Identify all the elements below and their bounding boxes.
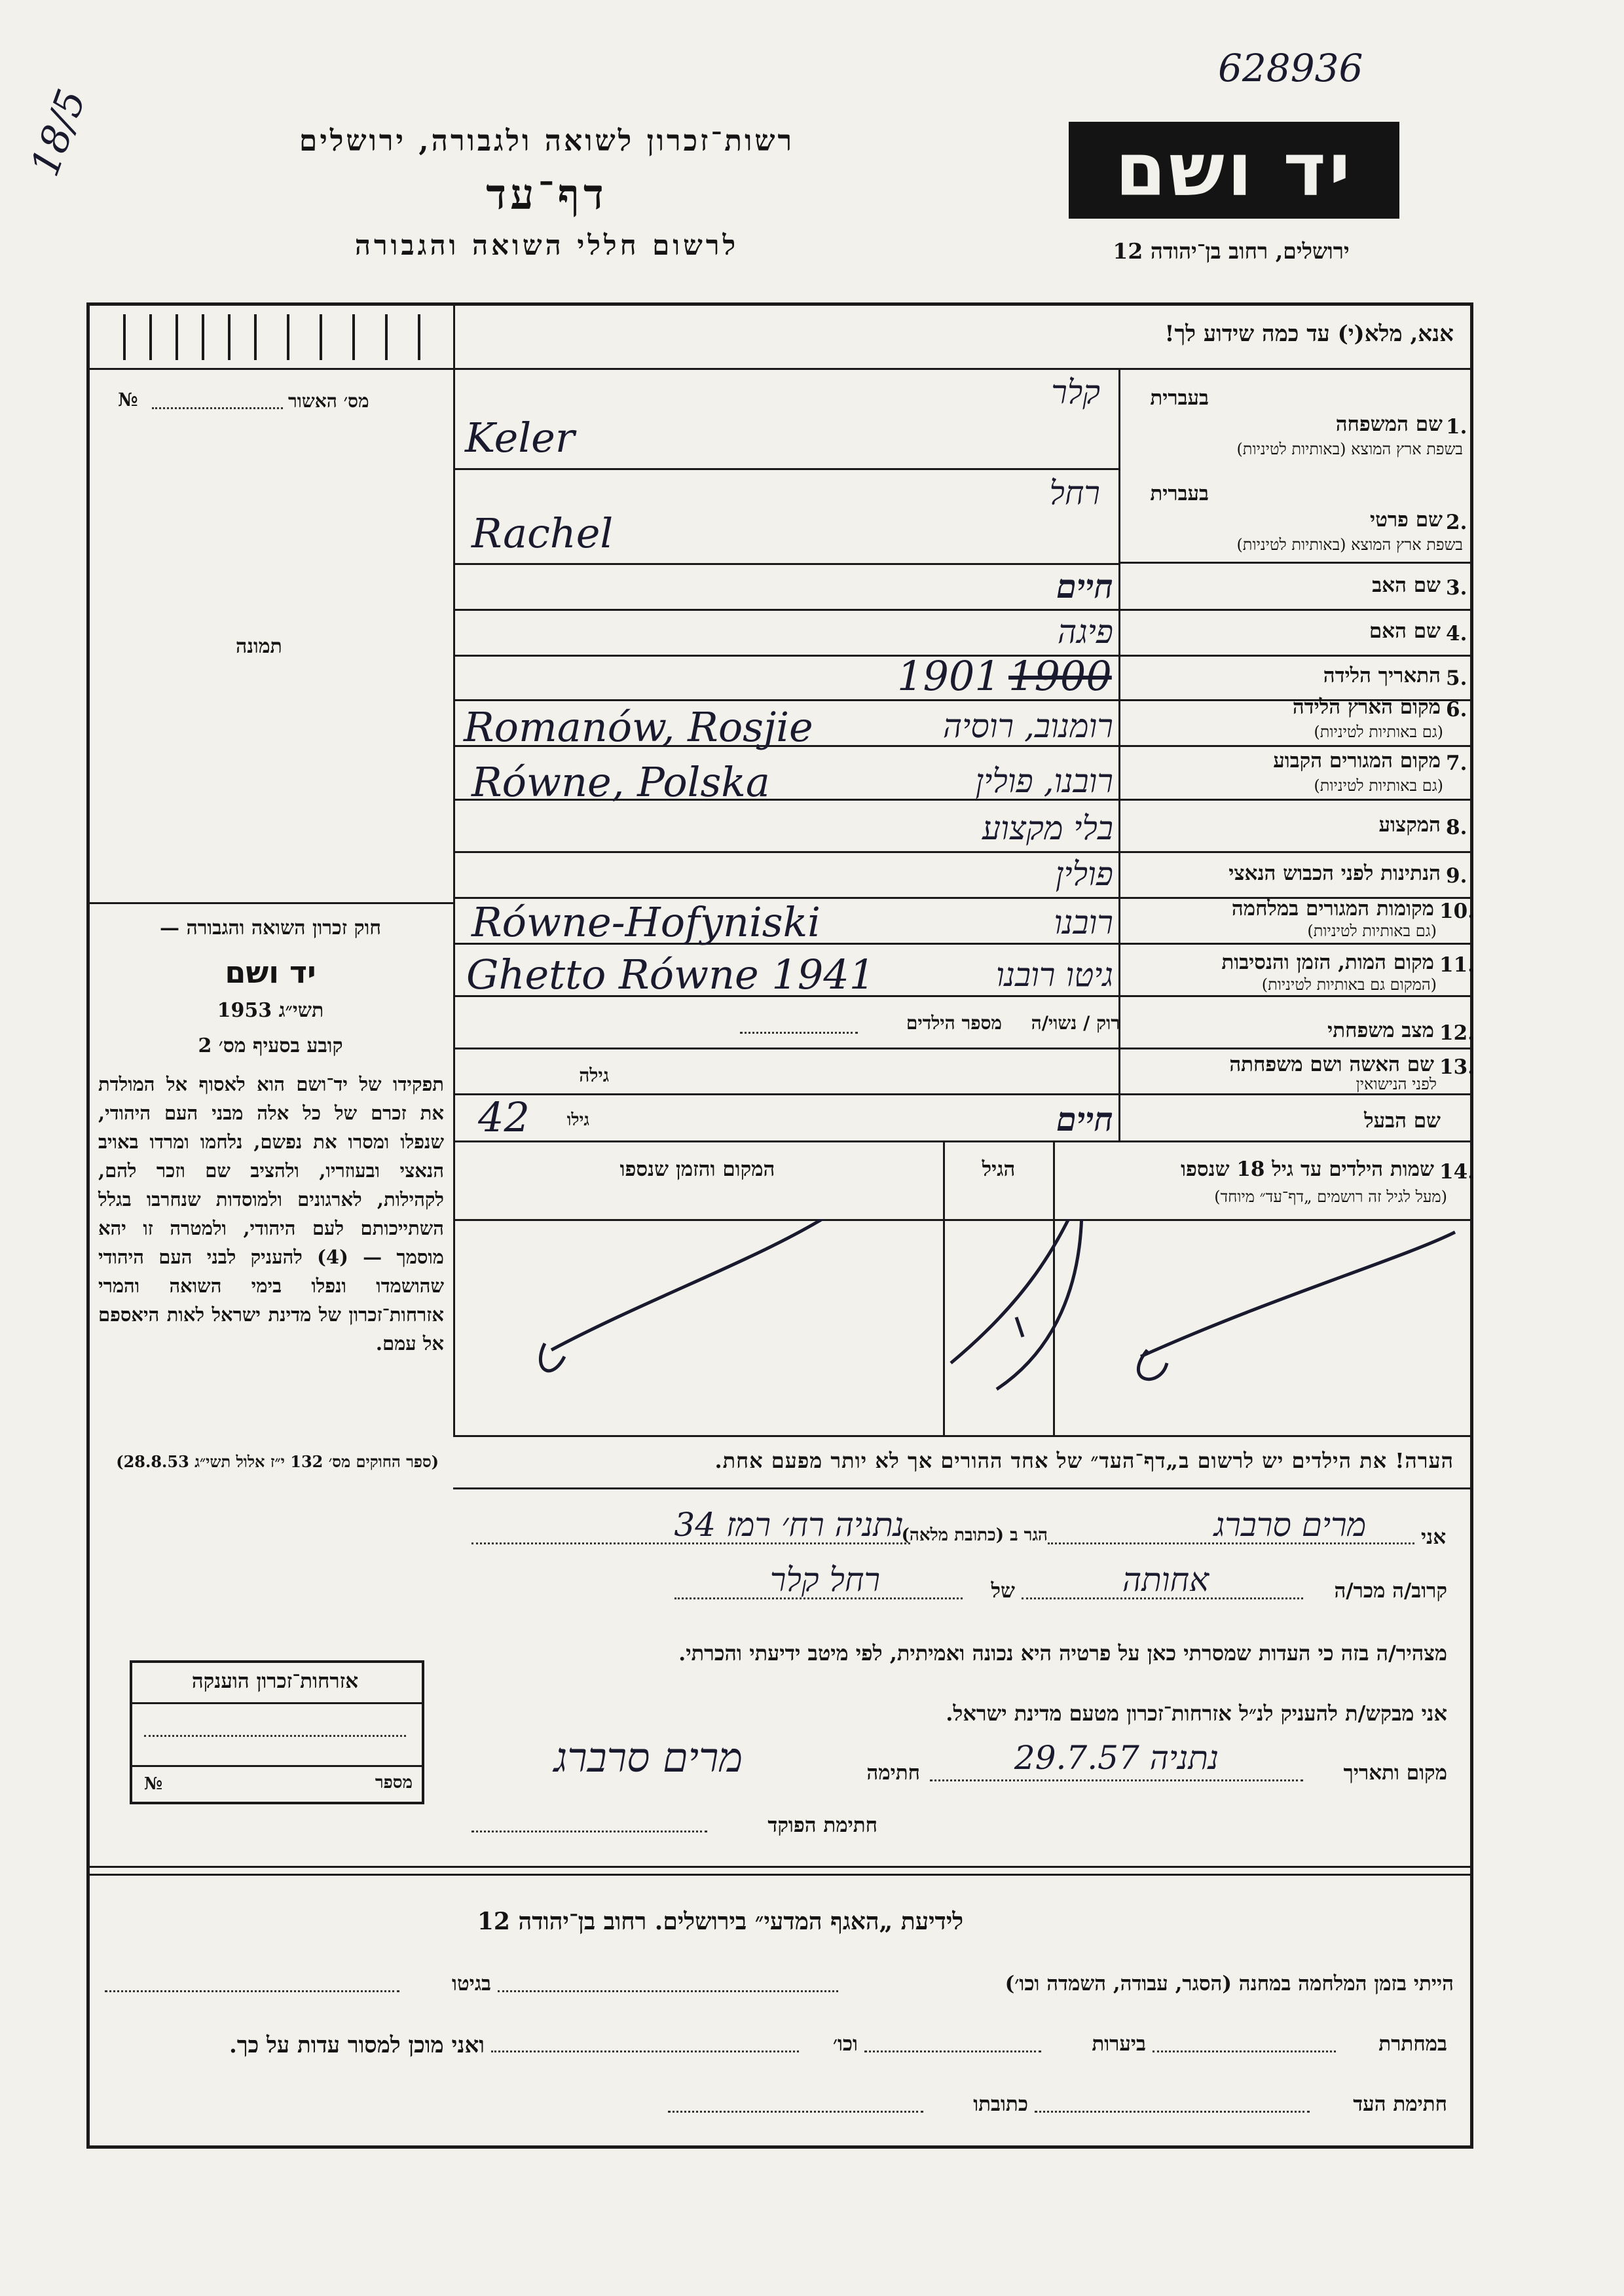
f10-sub: (גם באותיות לטיניות) <box>1307 922 1437 940</box>
citizenship-title-line <box>130 1702 424 1704</box>
f13-num: 13. <box>1439 1055 1475 1079</box>
form-subtitle: לרשום חללי השואה והגבורה <box>354 229 739 261</box>
declaration-statement: מצהיר/ה בזה כי העדות שמסרתי כאן על פרטיה היא נכונה ואמיתית, לפי מיטב ידיעתי והכרתי. <box>678 1641 1447 1666</box>
bottom-line2-underground: במחתרת <box>1378 2032 1447 2056</box>
f4-num: 4. <box>1446 622 1467 646</box>
f1-label: שם המשפחה <box>1335 412 1443 436</box>
f14-place-column: המקום והזמן שנספו <box>619 1157 775 1181</box>
bottom-line1-camp-field <box>498 1990 838 1992</box>
f6-num: 6. <box>1446 698 1467 721</box>
f5-num: 5. <box>1446 666 1467 690</box>
archive-number: 628936 <box>1218 46 1363 90</box>
declarant-name: מרים סרברג <box>1213 1506 1367 1544</box>
bottom-line2-willing: ואני מוכן למסור עדות על כך. <box>229 2032 485 2058</box>
cert-no-symbol: № <box>118 389 138 410</box>
f11-hebrew-value: גיטו רובנו <box>995 956 1113 994</box>
f8-value: בלי מקצוע <box>982 809 1113 847</box>
f6-latin-value: Romanów, Rosjie <box>464 703 813 751</box>
header-address: ירושלים, רחוב בן־יהודה 12 <box>1113 238 1350 264</box>
law-title: חוק זכרון השואה והגבורה — <box>160 917 381 939</box>
declarant-address: נתניה רח׳ רמז 34 <box>674 1506 904 1544</box>
declarant-name-line <box>1048 1542 1414 1544</box>
f7-hebrew-value: רובנו, פולין <box>975 762 1113 800</box>
bottom-line2-etc: וכו׳ <box>832 2032 858 2056</box>
f11-sub: (המקום גם באותיות לטיניות) <box>1261 975 1437 994</box>
f2-label: שם פרטי <box>1369 508 1443 532</box>
f2-hebrew-value: רחל <box>1049 474 1100 512</box>
bottom-line3-address: כתובתו <box>973 2092 1028 2116</box>
husband-age-label: גילו <box>566 1110 589 1130</box>
f11-num: 11. <box>1439 953 1475 977</box>
f6-label: מקום הארץ הלידה <box>1292 695 1441 719</box>
f4-value: פיגה <box>1057 613 1113 651</box>
f2-latin-value: Rachel <box>471 509 614 557</box>
law-footnote: (ספר החוקים מס׳ 132 י״ז אלול תשי״ג 28.8.53) <box>116 1452 439 1471</box>
row-line-14 <box>453 1140 1473 1142</box>
bottom-line1-ghetto: בגיטו <box>452 1972 491 1995</box>
note-text: הערה! את הילדים יש לרשום ב„דף־העד״ של אחד ההורים אך לא יותר מפעם אחת. <box>714 1448 1454 1473</box>
sidebar-logo: יד ושם <box>225 955 316 990</box>
f1-hebrew-tag: בעברית <box>1150 386 1209 410</box>
f12-status: רוק / נשוי/ה <box>1031 1012 1120 1034</box>
declarant-signature: מרים סרברג <box>553 1734 743 1781</box>
bottom-line3-address-field <box>668 2111 923 2113</box>
ticket-boxes <box>111 314 439 360</box>
f6-sub: (גם באותיות לטיניות) <box>1314 723 1443 741</box>
f12-label: מצב משפחתי <box>1327 1019 1434 1042</box>
f1-hebrew-value: קלר <box>1051 373 1100 411</box>
f9-num: 9. <box>1446 864 1467 888</box>
law-section: קובע בסעיף מס׳ 2 <box>198 1034 343 1057</box>
f8-num: 8. <box>1446 816 1467 839</box>
f13-age-label: גילה <box>579 1065 609 1086</box>
f11-label: מקום המות, הזמן והנסיבות <box>1221 951 1434 974</box>
f10-label: מקומות המגורים במלחמה <box>1231 897 1434 920</box>
bottom-divider-2 <box>86 1874 1473 1876</box>
f7-label: מקום המגורים הקבוע <box>1273 749 1441 773</box>
place-date-value: נתניה 29.7.57 <box>1014 1739 1219 1777</box>
f10-latin-value: Równe-Hofyniski <box>471 898 821 946</box>
f12-children-label: מספר הילדים <box>906 1012 1002 1034</box>
f14-label: שמות הילדים עד גיל 18 שנספו <box>1181 1157 1434 1181</box>
f2-sub: בשפת ארץ המוצא (באותיות לטיניות) <box>1236 536 1463 554</box>
yad-vashem-logo: יד ושם <box>1069 122 1399 219</box>
cert-number-line <box>152 407 283 409</box>
husband-label: שם הבעל <box>1364 1109 1441 1133</box>
top-row-divider <box>86 368 1473 370</box>
f5-value: 1901 <box>897 652 1001 700</box>
official-signature-line <box>471 1831 707 1832</box>
relation-value: אחותה <box>1122 1561 1209 1599</box>
law-year: תשי״ג 1953 <box>217 999 324 1022</box>
intro-text: אנא, מלא(י) עד כמה שידוע לך! <box>1164 321 1454 347</box>
citizenship-no-symbol: № <box>144 1774 163 1794</box>
lives-at-label: הגר ב (כתובת מלאה) <box>901 1525 1048 1545</box>
declaration-request: אני מבקש/ת להעניק לנ״ל אזרחות־זכרון מטעם מדינת ישראל. <box>946 1701 1447 1726</box>
note-top-line <box>453 1435 1473 1437</box>
citizenship-divider <box>130 1765 424 1767</box>
relation-of-line <box>674 1597 963 1599</box>
photo-label: תמונה <box>236 635 282 658</box>
bottom-line1-camp: הייתי בזמן המלחמה במחנה (הסגר, עבודה, השמדה וכו׳) <box>1005 1972 1454 1995</box>
bottom-line3-signature-field <box>1035 2111 1310 2113</box>
f14-num: 14. <box>1439 1160 1475 1184</box>
f12-num: 12. <box>1439 1021 1475 1045</box>
margin-note: 18/5 <box>22 83 96 183</box>
f5-label: התאריך הלידה <box>1323 664 1441 687</box>
f11-latin-value: Ghetto Równe 1941 <box>466 951 876 998</box>
citizenship-title: אזרחות־זכרון הוענקה <box>191 1669 359 1693</box>
row-line-2 <box>453 563 1118 565</box>
form-title: דף־עד <box>486 170 608 219</box>
citizenship-line-1 <box>144 1735 406 1737</box>
law-text: תפקידו של יד־ושם הוא לאסוף אל המולדת את זכרם של כל אלה מבני העם היהודי, שנפלו ומסרו את נפשם, נלחמו ומרדו באויב הנאצי ובעוזריו, ולהציב שם וזכר להם, לקהילות, לארגונים ולמוסדות שנחרבו בגלל השתייכותם לעם היהודי, ולמטרה זו יהא מוסמך — (4) להעניק לבני העם היהודי שהושמדו ונפלו בימי השואה והמרי אזרחות־זכרון של מדינת ישראל לאות היאספם אל עמם. <box>98 1073 444 1355</box>
f7-latin-value: Równe, Polska <box>471 758 770 806</box>
bottom-line2-forests: ביערות <box>1092 2032 1146 2056</box>
f2-num: 2. <box>1446 511 1467 534</box>
official-signature-label: חתימת הפוקד <box>767 1813 877 1837</box>
f7-sub: (גם באותיות לטיניות) <box>1314 776 1443 795</box>
f9-value: פולין <box>1055 855 1113 893</box>
row-line-2b <box>1118 562 1473 564</box>
bottom-line2-etc-field <box>491 2050 799 2052</box>
f14-sub: (מעל לגיל זה רושמים „דף־עד״ מיוחד) <box>1214 1188 1447 1206</box>
f5-struck-value: 1900 <box>1008 652 1112 700</box>
f10-hebrew-value: רובנו <box>1054 903 1113 941</box>
bottom-line3-witness-signature: חתימת העד <box>1353 2092 1447 2116</box>
row-line-12 <box>453 1048 1473 1049</box>
husband-age-value: 42 <box>478 1093 530 1141</box>
f13-label: שם האשה ושם משפחתה <box>1229 1053 1434 1076</box>
f3-value: חיים <box>1056 567 1113 606</box>
f12-children-line <box>740 1032 858 1034</box>
f3-label: שם האב <box>1372 574 1441 597</box>
f1-latin-value: Keler <box>465 414 575 462</box>
f10-num: 10. <box>1439 900 1475 923</box>
f9-label: הנתינות לפני הכבוש הנאצי <box>1228 862 1441 885</box>
place-date-label: מקום ותאריך <box>1343 1761 1447 1785</box>
bottom-line2-forests-field <box>864 2050 1041 2052</box>
address-line <box>471 1542 910 1544</box>
bottom-divider-1 <box>86 1866 1473 1868</box>
relation-line <box>1022 1597 1303 1599</box>
bottom-heading: לידיעת „האגף המדעי״ בירושלים. רחוב בן־יהודה 12 <box>477 1908 964 1935</box>
photo-bottom-line <box>86 902 453 904</box>
signature-label: חתימה <box>866 1761 920 1785</box>
f6-hebrew-value: רומנוב, רוסיה <box>942 707 1113 745</box>
relation-of-name: רחל קלר <box>769 1561 881 1599</box>
authority-heading: רשות־זכרון לשואה ולגבורה, ירושלים <box>299 124 795 158</box>
f1-sub: בשפת ארץ המוצא (באותיות לטיניות) <box>1236 440 1463 458</box>
f7-num: 7. <box>1446 752 1467 775</box>
f1-num: 1. <box>1446 415 1467 439</box>
row-line-8 <box>453 851 1473 853</box>
row-line-3 <box>453 609 1473 611</box>
citizenship-number-label: מספר <box>375 1773 413 1793</box>
f8-label: המקצוע <box>1378 813 1441 837</box>
row-line-1 <box>453 468 1118 470</box>
f4-label: שם האם <box>1369 619 1441 643</box>
f3-num: 3. <box>1446 576 1467 600</box>
declaration-ani: אני <box>1421 1525 1447 1549</box>
f13-sub: לפני הנישואין <box>1356 1075 1437 1093</box>
cert-label: מס׳ האשור <box>288 390 369 412</box>
f14-age-column: הגיל <box>982 1157 1016 1181</box>
relation-of: של <box>991 1579 1015 1603</box>
bottom-line2-underground-field <box>1153 2050 1336 2052</box>
bottom-line1-ghetto-field <box>105 1990 399 1992</box>
children-strike-marks <box>453 1219 1473 1435</box>
note-bottom-line <box>453 1487 1473 1489</box>
relation-label: קרוב/ה מכר/ה <box>1334 1579 1447 1603</box>
f2-hebrew-tag: בעברית <box>1150 482 1209 505</box>
husband-value: חיים <box>1056 1100 1113 1139</box>
place-date-line <box>930 1779 1303 1781</box>
